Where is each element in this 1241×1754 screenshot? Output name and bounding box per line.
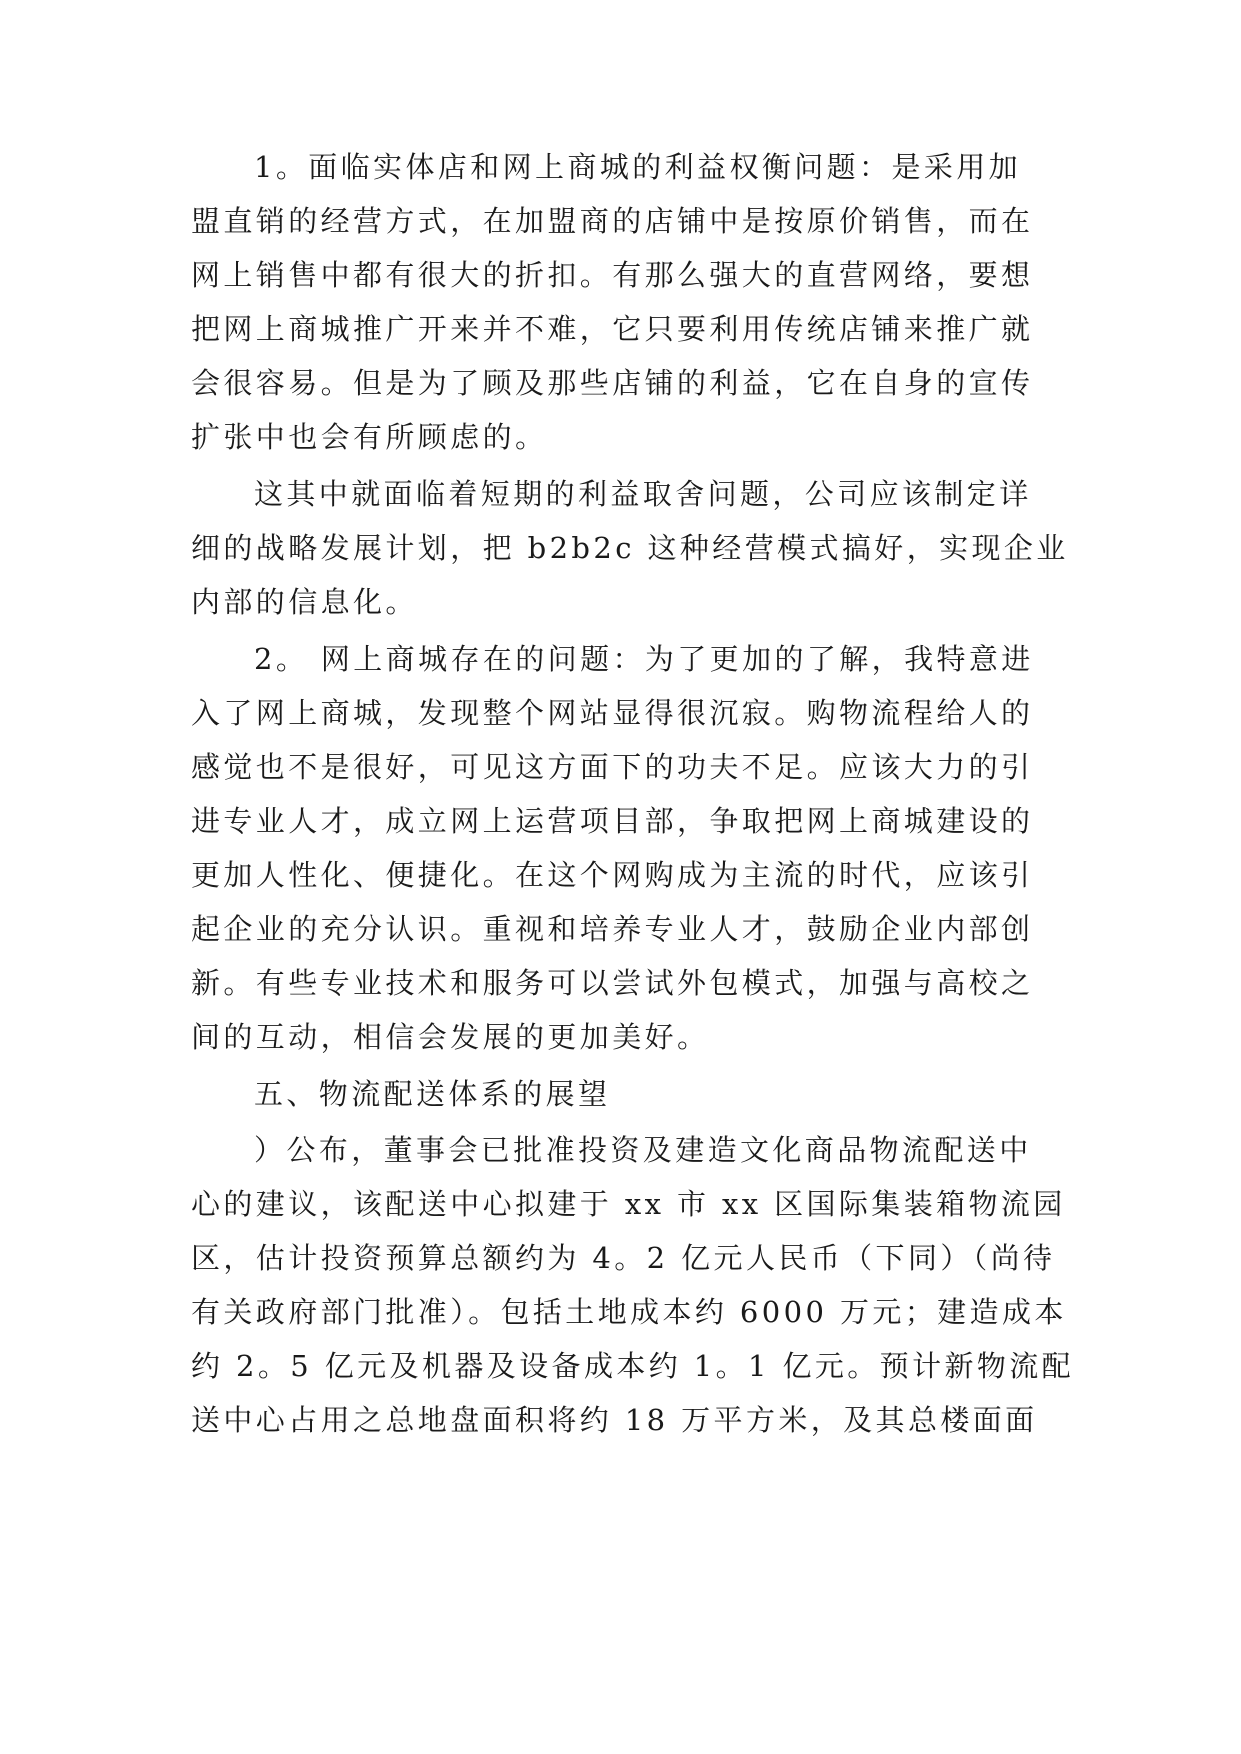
text-line: 进专业人才，成立网上运营项目部，争取把网上商城建设的 [191,804,1034,838]
text-line: 细的战略发展计划，把 b2b2c 这种经营模式搞好，实现企业 [191,531,1069,565]
text-line: 新。有些专业技术和服务可以尝试外包模式，加强与高校之 [191,966,1034,1000]
text-line: 2。 网上商城存在的问题：为了更加的了解，我特意进 [254,642,1034,676]
text-line: 感觉也不是很好，可见这方面下的功夫不足。应该大力的引 [191,750,1034,784]
text-line: 约 2。5 亿元及机器及设备成本约 1。1 亿元。预计新物流配 [191,1349,1075,1383]
text-line: 送中心占用之总地盘面积将约 18 万平方米，及其总楼面面 [191,1403,1038,1437]
text-line: 1。面临实体店和网上商城的利益权衡问题：是采用加 [254,150,1022,184]
text-line: 把网上商城推广开来并不难，它只要利用传统店铺来推广就 [191,312,1034,346]
text-line: 会很容易。但是为了顾及那些店铺的利益，它在自身的宣传 [191,366,1034,400]
text-line: ）公布，董事会已批准投资及建造文化商品物流配送中 [254,1133,1032,1167]
text-line: 扩张中也会有所顾虑的。 [191,420,548,454]
text-line: 网上销售中都有很大的折扣。有那么强大的直营网络，要想 [191,258,1034,292]
text-line: 入了网上商城，发现整个网站显得很沉寂。购物流程给人的 [191,696,1034,730]
text-line: 盟直销的经营方式，在加盟商的店铺中是按原价销售，而在 [191,204,1034,238]
text-line: 内部的信息化。 [191,585,418,619]
text-line: 心的建议，该配送中心拟建于 xx 市 xx 区国际集装箱物流园 [191,1187,1066,1221]
text-line: 有关政府部门批准）。包括土地成本约 6000 万元；建造成本 [191,1295,1067,1329]
text-line: 这其中就面临着短期的利益取舍问题，公司应该制定详 [254,477,1032,511]
text-line: 区，估计投资预算总额约为 4。2 亿元人民币（下同）（尚待 [191,1241,1056,1275]
text-line: 更加人性化、便捷化。在这个网购成为主流的时代，应该引 [191,858,1034,892]
text-line: 间的互动，相信会发展的更加美好。 [191,1020,710,1054]
section-heading: 五、物流配送体系的展望 [254,1077,611,1111]
text-line: 起企业的充分认识。重视和培养专业人才，鼓励企业内部创 [191,912,1034,946]
